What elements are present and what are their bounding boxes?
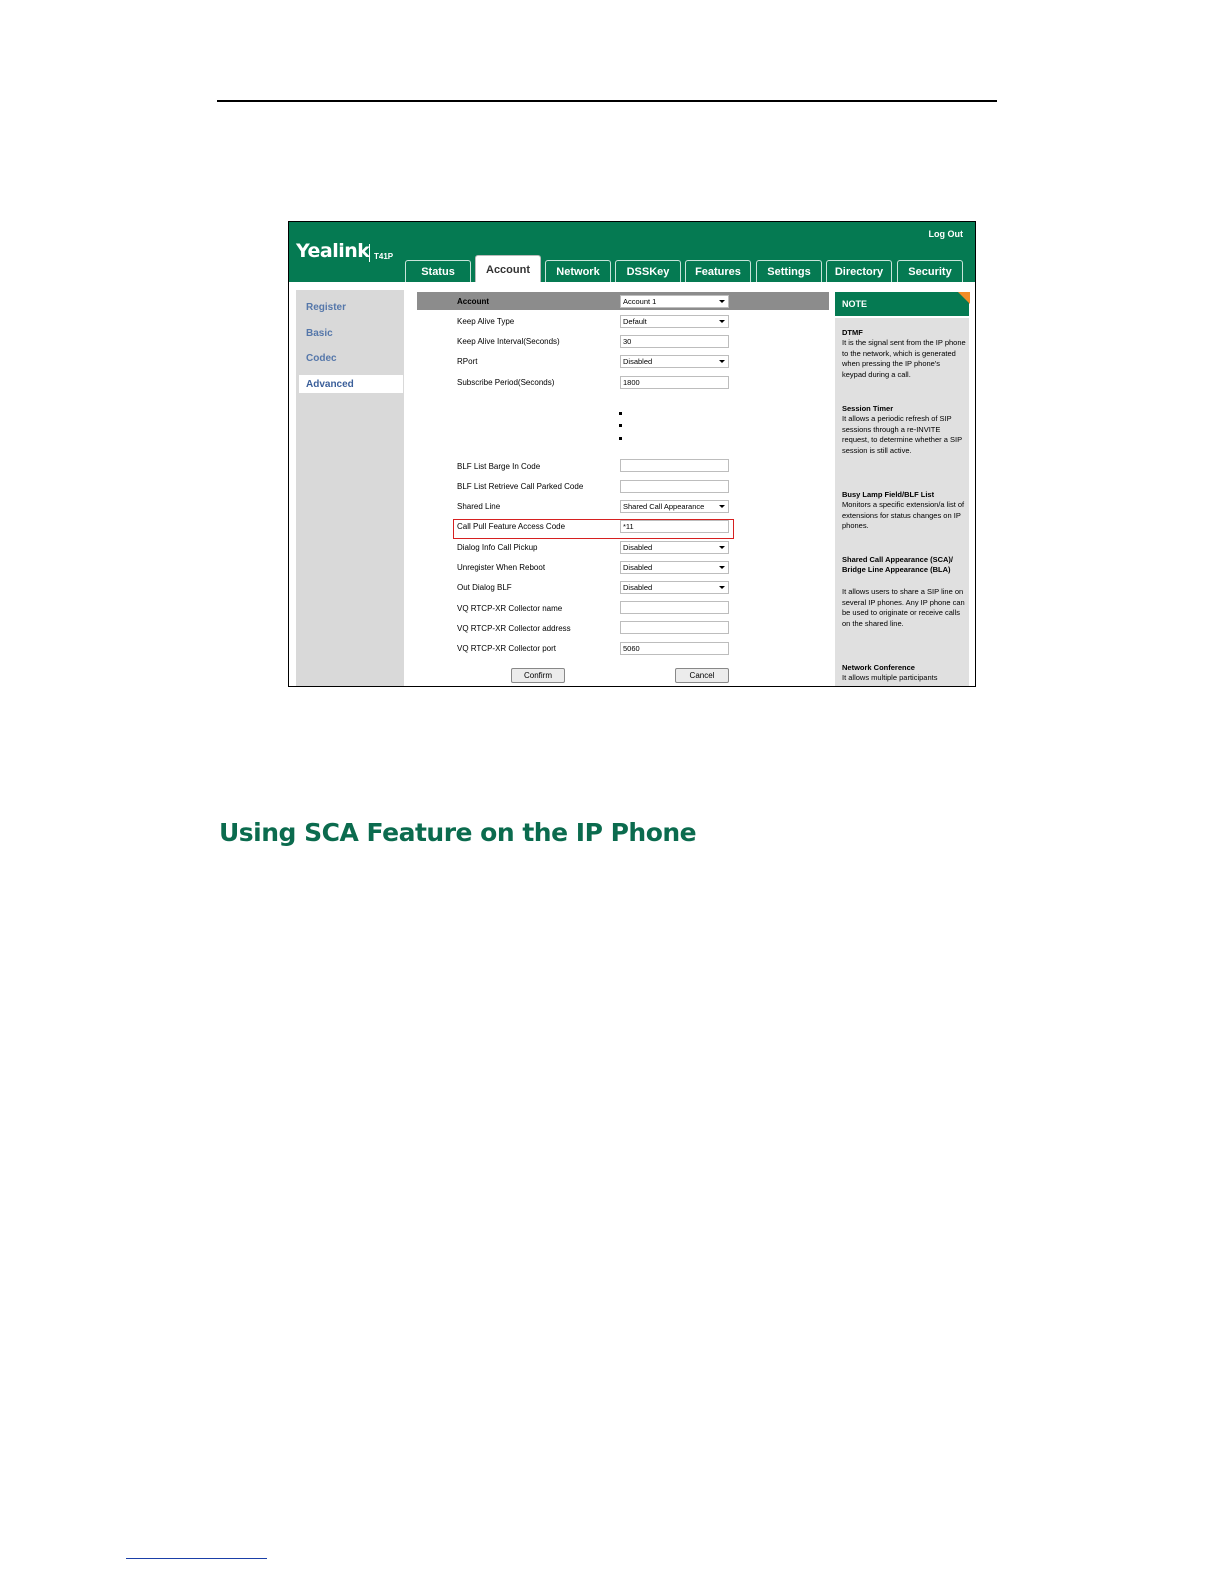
row-label: Call Pull Feature Access Code [457,522,566,531]
logout-link[interactable]: Log Out [928,229,963,239]
highlight-box [453,519,734,539]
note-corner-icon [958,292,970,304]
note-heading: Shared Call Appearance (SCA)/ Bridge Line Appearance (BLA) [842,555,954,574]
note-heading: Network Conference [842,663,915,672]
out-dialog-blf-select[interactable]: Disabled [620,581,729,594]
note-text: It is the signal sent from the IP phone to the network, which is generated when pressing the IP phone's keypad during a call. [842,338,966,379]
row-label: Subscribe Period(Seconds) [457,378,555,387]
tab-dsskey[interactable]: DSSKey [615,260,681,282]
shared-line-select[interactable]: Shared Call Appearance [620,500,729,513]
note-heading: Session Timer [842,404,894,413]
row-label: Dialog Info Call Pickup [457,543,538,552]
tab-settings[interactable]: Settings [756,260,822,282]
row-label: Keep Alive Type [457,317,515,326]
web-ui-screenshot [288,221,976,687]
unregister-reboot-select[interactable]: Disabled [620,561,729,574]
ellipsis-dot [619,412,622,415]
vq-collector-port-input[interactable]: 5060 [620,642,729,655]
note-text: It allows users to share a SIP line on several IP phones. Any IP phone can be used to originate or receive calls on the shared line. [842,587,965,628]
header-rule [217,100,997,102]
row-label: RPort [457,357,478,366]
sidebar-item-advanced[interactable]: Advanced [306,379,354,390]
note-title: NOTE [842,299,868,309]
tab-status[interactable]: Status [405,260,471,282]
note-text: It allows multiple participants [842,673,938,682]
rport-select[interactable]: Disabled [620,355,729,368]
sidebar-item-register[interactable]: Register [306,302,347,313]
tab-network[interactable]: Network [545,260,611,282]
subscribe-period-input[interactable]: 1800 [620,376,729,389]
row-label: Shared Line [457,502,501,511]
sidebar [296,290,404,686]
vq-collector-address-input[interactable] [620,621,729,634]
row-label: VQ RTCP-XR Collector port [457,644,556,653]
account-select[interactable]: Account 1 [620,295,729,308]
sidebar-item-codec[interactable]: Codec [306,353,337,364]
logo-separator [369,244,370,262]
note-heading: DTMF [842,328,863,337]
keep-alive-interval-input[interactable]: 30 [620,335,729,348]
row-label: BLF List Barge In Code [457,462,541,471]
confirm-button[interactable]: Confirm [511,668,565,683]
blf-retrieve-code-input[interactable] [620,480,729,493]
note-text: Monitors a specific extension/a list of extensions for status changes on IP phones. [842,500,965,530]
dialog-pickup-select[interactable]: Disabled [620,541,729,554]
sidebar-item-basic[interactable]: Basic [306,328,333,339]
row-label: Keep Alive Interval(Seconds) [457,337,560,346]
row-label: BLF List Retrieve Call Parked Code [457,482,584,491]
vq-collector-name-input[interactable] [620,601,729,614]
note-heading: Busy Lamp Field/BLF List [842,490,935,499]
row-label: Unregister When Reboot [457,563,546,572]
section-title: Using SCA Feature on the IP Phone [219,818,697,847]
call-pull-code-input[interactable]: *11 [620,520,729,533]
ellipsis-dot [619,424,622,427]
row-label: Out Dialog BLF [457,583,512,592]
row-label: VQ RTCP-XR Collector address [457,624,571,633]
tab-account[interactable]: Account [475,255,541,283]
tab-directory[interactable]: Directory [826,260,892,282]
keep-alive-type-select[interactable]: Default [620,315,729,328]
yealink-logo: Yealink [296,240,370,262]
blf-barge-in-code-input[interactable] [620,459,729,472]
row-label: VQ RTCP-XR Collector name [457,604,563,613]
cancel-button[interactable]: Cancel [675,668,729,683]
tab-features[interactable]: Features [685,260,751,282]
account-label: Account [457,297,489,306]
ellipsis-dot [619,437,622,440]
tab-security[interactable]: Security [897,260,963,282]
footer-link-underline [126,1558,267,1559]
note-text: It allows a periodic refresh of SIP sessions through a re-INVITE request, to determine whether a SIP session is still active. [842,414,962,455]
model-label: T41P [374,252,394,261]
